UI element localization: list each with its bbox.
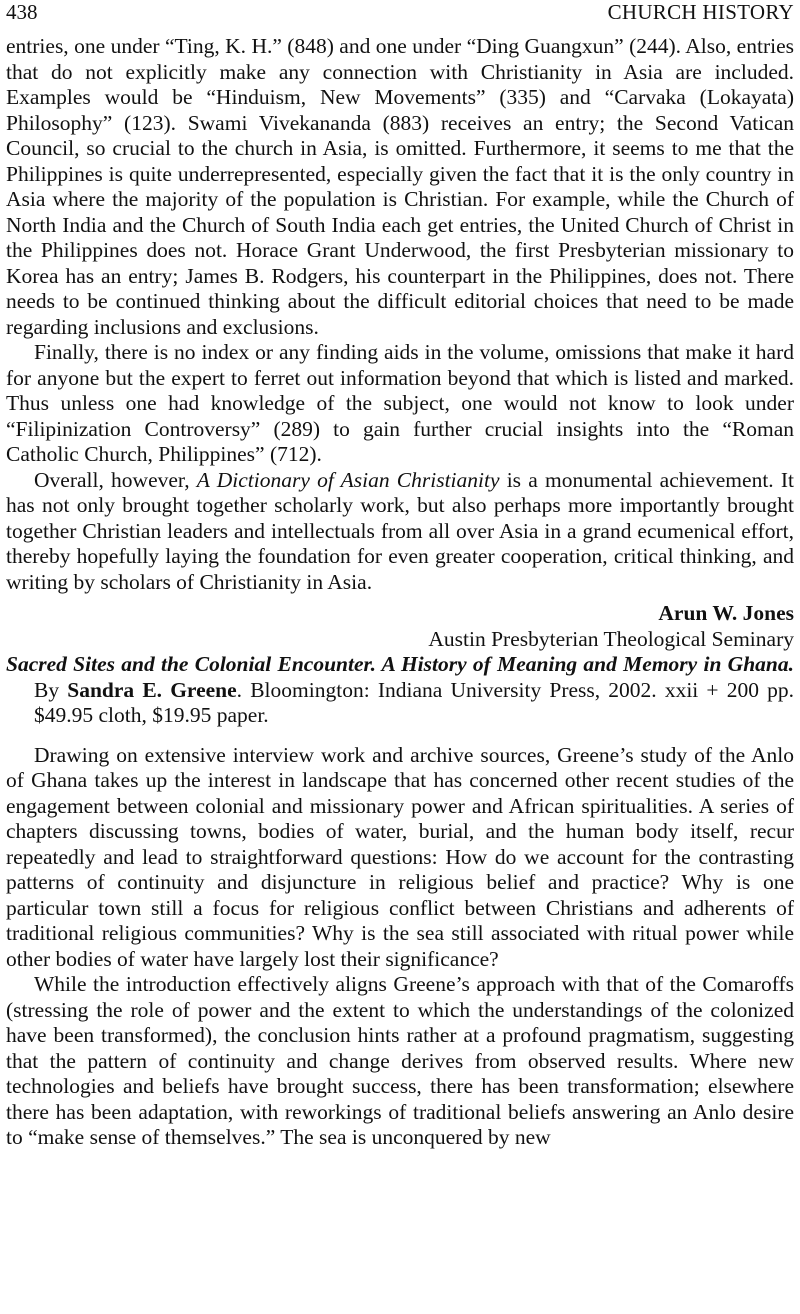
book-author: Sandra E. Greene bbox=[67, 677, 237, 702]
review2-paragraph-1: Drawing on extensive interview work and archive sources, Greene’s study of the Anlo of Ghana takes up the interest in landscape that has concerned other recent studies of the engagement between colonial and missionary power and African spiritualities. A series of chapters discussing towns, bodies of water, burial, and the human body itself, recur repeatedly and lead to straightforward questions: How do we account for the contrasting patterns of continuity and disjuncture in religious belief and practice? Why is one particular town still a focus for religious conflict between Christians and adherents of traditional religious communities? Why is the sea still associated with ritual power while other bodies of water have largely lost their significance? bbox=[6, 742, 794, 971]
review-heading bbox=[6, 652, 794, 729]
publication-details: . Bloomington: Indiana University Press, 2002. xxii + 200 pp. $49.95 cloth, $19.95 paper. bbox=[34, 677, 794, 727]
reviewer-signature bbox=[6, 601, 794, 652]
book-title: Sacred Sites and the Colonial Encounter. A History of Meaning and Memory in Ghana. bbox=[6, 652, 794, 676]
by-label: By bbox=[34, 677, 68, 702]
reviewer-institution: Austin Presbyterian Theological Seminary bbox=[428, 626, 794, 651]
reviewer-name: Arun W. Jones bbox=[658, 601, 794, 625]
running-title: CHURCH HISTORY bbox=[607, 0, 794, 24]
paragraph-lead: Overall, however, bbox=[34, 467, 197, 492]
review1-paragraph-1: entries, one under “Ting, K. H.” (848) and one under “Ding Guangxun” (244). Also, entries that do not explicitly make any connection with Christianity in Asia are included. Examples would be “Hinduism, New Movements” (335) and “Carvaka (Lokayata) Philosophy” (123). Swami Vivekananda (883) receives an entry; the Second Vatican Council, so crucial to the church in Asia, is omitted. Furthermore, it seems to me that the Philippines is quite underrepresented, especially given the fact that it is the only country in Asia where the majority of the population is Christian. For example, while the Church of North India and the Church of South India each get entries, the United Church of Christ in the Philippines does not. Horace Grant Underwood, the first Presbyterian missionary to Korea has an entry; James B. Rodgers, his counterpart in the Philippines, does not. There needs to be continued thinking about the difficult editorial choices that need to be made regarding inclusions and exclusions. bbox=[6, 34, 794, 339]
review1-paragraph-2: Finally, there is no index or any finding aids in the volume, omissions that make it hard for anyone but the expert to ferret out information beyond that which is listed and marked. Thus unless one had knowledge of the subject, one would not know to look under “Filipinization Controversy” (289) to gain further crucial insights into the “Roman Catholic Church, Philippines” (712). bbox=[6, 340, 794, 466]
running-head bbox=[6, 0, 794, 28]
page-number: 438 bbox=[6, 0, 38, 24]
review2-paragraph-2: While the introduction effectively aligns Greene’s approach with that of the Comaroffs (stressing the role of power and the extent to which the understandings of the colonized have been transformed), the conclusion hints rather at a profound pragmatism, suggesting that the pattern of continuity and change derives from observed results. Where new technologies and beliefs have brought success, there has been transformation; elsewhere there has been adaptation, with reworkings of traditional beliefs answering an Anlo desire to “make sense of themselves.” The sea is unconquered by new bbox=[6, 972, 794, 1149]
book-title-reference: A Dictionary of Asian Christianity bbox=[196, 467, 500, 492]
review1-paragraph-3 bbox=[6, 468, 794, 596]
section-gap bbox=[6, 729, 794, 743]
body-text bbox=[6, 34, 794, 1151]
paragraph-rest: is a monumental achievement. It has not only brought together scholarly work, but also perhaps more importantly brought together Christian leaders and intellectuals from all over Asia in a grand ecumenical effort, thereby hopefully laying the foundation for even greater cooperation, critical thinking, and writing by scholars of Christianity in Asia. bbox=[6, 467, 794, 594]
